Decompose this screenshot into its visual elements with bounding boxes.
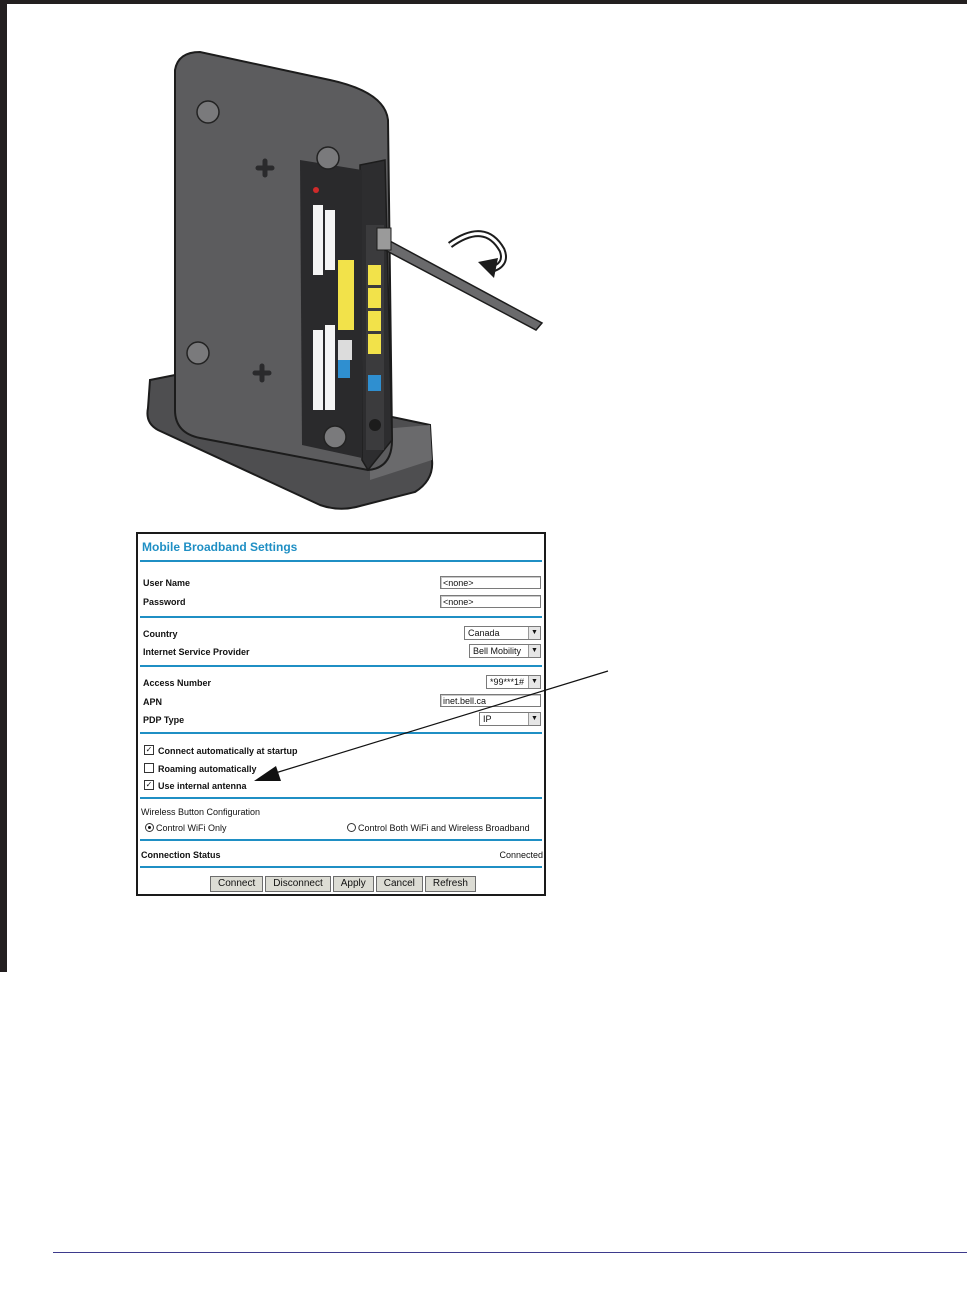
chevron-down-icon: ▼	[528, 676, 540, 688]
button-bar	[210, 876, 476, 892]
connect-startup-checkbox[interactable]	[144, 745, 154, 755]
wireless-button-config-label: Wireless Button Configuration	[141, 807, 261, 817]
apn-label: APN	[143, 697, 163, 707]
refresh-button[interactable]: Refresh	[425, 876, 476, 892]
divider	[140, 560, 542, 562]
isp-label: Internet Service Provider	[143, 647, 250, 657]
connection-status-label: Connection Status	[141, 850, 221, 860]
chevron-down-icon: ▼	[528, 645, 540, 657]
country-label: Country	[143, 629, 178, 639]
divider	[140, 839, 542, 841]
wifi-both-label: Control Both WiFi and Wireless Broadband	[358, 823, 530, 833]
country-select-value: Canada	[468, 628, 500, 638]
isp-select[interactable]	[469, 644, 541, 658]
pdp-type-value: IP	[483, 714, 492, 724]
chevron-down-icon: ▼	[528, 713, 540, 725]
router-illustration	[130, 40, 570, 520]
roaming-label: Roaming automatically	[158, 764, 257, 774]
divider	[140, 866, 542, 868]
isp-select-value: Bell Mobility	[473, 646, 522, 656]
password-label: Password	[143, 597, 186, 607]
top-rule	[0, 0, 967, 4]
panel-title: Mobile Broadband Settings	[142, 540, 298, 554]
user-name-input[interactable]: <none>	[440, 576, 541, 589]
connection-status-value: Connected	[499, 850, 543, 860]
apn-input[interactable]: inet.bell.ca	[440, 694, 541, 707]
password-input[interactable]: <none>	[440, 595, 541, 608]
roaming-checkbox[interactable]	[144, 763, 154, 773]
connect-startup-label: Connect automatically at startup	[158, 746, 298, 756]
divider	[140, 616, 542, 618]
chevron-down-icon: ▼	[528, 627, 540, 639]
pdp-type-label: PDP Type	[143, 715, 185, 725]
checkmark-icon: ✓	[145, 745, 153, 754]
footer-rule	[53, 1252, 967, 1253]
access-number-value: *99***1#	[490, 677, 525, 687]
country-select[interactable]	[464, 626, 541, 640]
access-number-label: Access Number	[143, 678, 212, 688]
divider	[140, 665, 542, 667]
connect-button[interactable]: Connect	[210, 876, 263, 892]
divider	[140, 797, 542, 799]
left-margin-bar	[0, 0, 7, 972]
disconnect-button[interactable]: Disconnect	[265, 876, 330, 892]
cancel-button[interactable]: Cancel	[376, 876, 423, 892]
wifi-both-radio[interactable]	[347, 823, 356, 832]
internal-antenna-checkbox[interactable]	[144, 780, 154, 790]
internal-antenna-label: Use internal antenna	[158, 781, 247, 791]
wifi-only-label: Control WiFi Only	[156, 823, 227, 833]
callout-arrow	[250, 668, 610, 788]
checkmark-icon: ✓	[145, 780, 153, 789]
user-name-label: User Name	[143, 578, 191, 588]
wifi-only-radio[interactable]	[145, 823, 154, 832]
apply-button[interactable]: Apply	[333, 876, 374, 892]
